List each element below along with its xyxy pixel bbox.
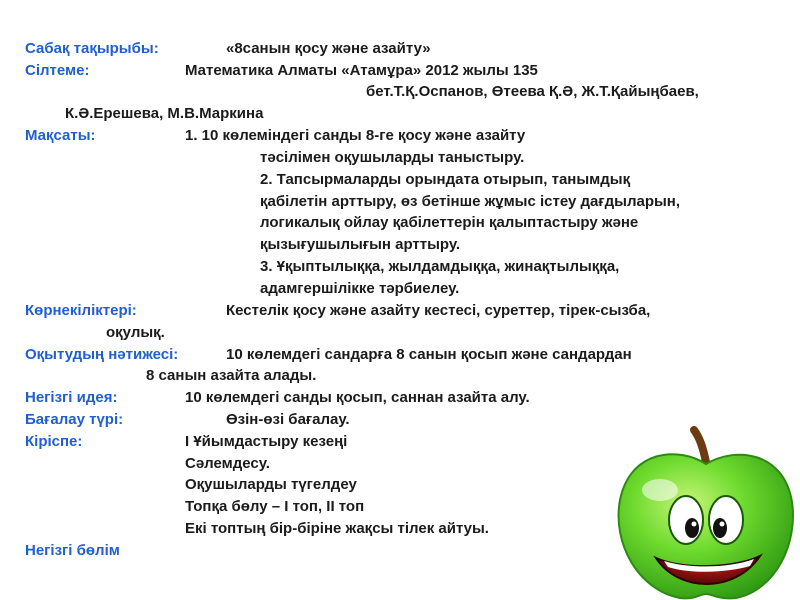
goal-3b: адамгершілікке тәрбиелеу.: [260, 280, 460, 297]
intro-line-1: І Ұйымдастыру кезеңі: [185, 433, 348, 450]
ref-label: Сілтеме:: [25, 62, 90, 79]
assess-value: Өзін-өзі бағалау.: [226, 411, 350, 428]
goal-1b: тәсілімен оқушыларды таныстыру.: [260, 149, 525, 166]
ref-line-2: бет.Т.Қ.Оспанов, Өтеева Қ.Ә, Ж.Т.Қайыңбаев,: [366, 83, 699, 100]
goal-2b: қабілетін арттыру, өз бетінше жұмыс істеу дағдыларын,: [260, 193, 681, 210]
idea-value: 10 көлемдегі санды қосып, саннан азайта алу.: [185, 389, 530, 406]
goals-label: Мақсаты:: [25, 127, 96, 144]
result-line-1: 10 көлемдегі сандарға 8 санын қосып және сандардан: [226, 346, 632, 363]
assess-label: Бағалау түрі:: [25, 411, 124, 428]
visuals-line-1: Кестелік қосу және азайту кестесі, суреттер, тірек-сызба,: [226, 302, 651, 319]
goal-1a: 1. 10 көлеміндегі санды 8-ге қосу және азайту: [185, 127, 526, 144]
result-label: Оқытудың нәтижесі:: [25, 346, 179, 363]
intro-line-2: Сәлемдесу.: [185, 455, 270, 472]
goal-2c: логикалық ойлау қабілеттерін қалыптастыру және: [260, 214, 639, 231]
intro-line-3: Оқушыларды түгелдеу: [185, 476, 357, 493]
result-line-2: 8 санын азайта алады.: [146, 367, 317, 384]
ref-line-3: К.Ә.Ерешева, М.В.Маркина: [65, 105, 264, 122]
green-apple-smiley-icon: [608, 418, 800, 600]
ref-line-1: Математика Алматы «Атамұра» 2012 жылы 135: [185, 62, 538, 79]
idea-label: Негізгі идея:: [25, 389, 118, 406]
goal-3a: 3. Ұқыптылыққа, жылдамдыққа, жинақтылыққа,: [260, 258, 620, 275]
intro-line-5: Екі топтың бір-біріне жақсы тілек айтуы.: [185, 520, 489, 537]
visuals-label: Көрнекіліктері:: [25, 302, 137, 319]
goal-2a: 2. Тапсырмаларды орындата отырып, танымдық: [260, 171, 631, 188]
topic-value: «8санын қосу және азайту»: [226, 40, 431, 57]
goal-2d: қызығушылығын арттыру.: [260, 236, 461, 253]
intro-line-4: Топқа бөлу – І топ, ІІ топ: [185, 498, 365, 515]
intro-label: Кіріспе:: [25, 433, 83, 450]
main-section-label: Негізгі бөлім: [25, 542, 120, 559]
visuals-line-2: оқулық.: [106, 324, 165, 341]
topic-label: Сабақ тақырыбы:: [25, 40, 159, 57]
